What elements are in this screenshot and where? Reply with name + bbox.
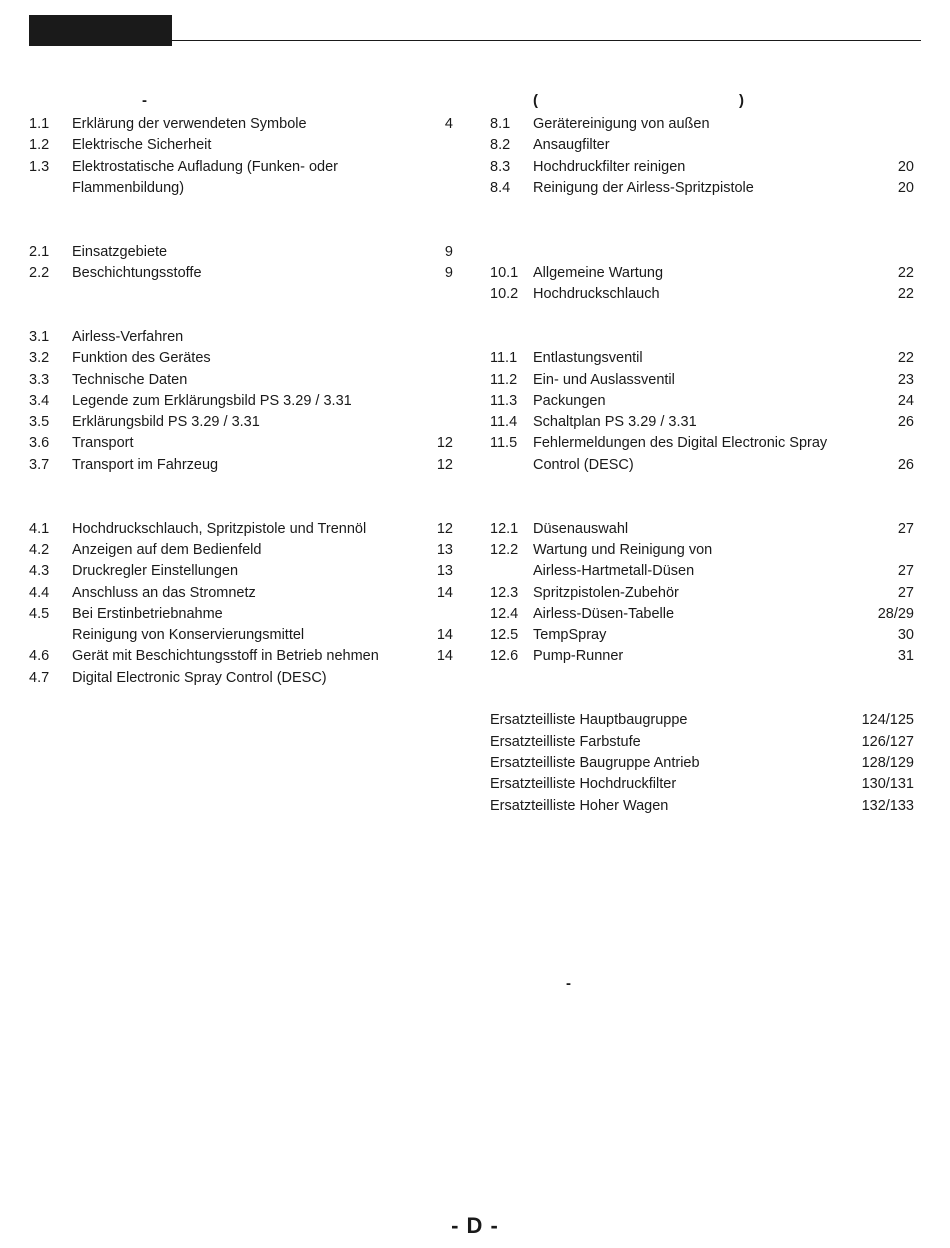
toc-entry-title: Einsatzgebiete xyxy=(72,243,168,260)
toc-entry-number: 12.4 xyxy=(490,605,519,622)
toc-entry[interactable] xyxy=(29,604,453,625)
toc-entry-page: 9 xyxy=(444,265,453,282)
toc-entry-page: 128/129 xyxy=(861,754,914,771)
toc-entry-title: Spritzpistolen-Zubehör xyxy=(533,584,679,601)
toc-entry-number: 3.7 xyxy=(29,456,50,473)
toc-entry-title: Ansaugfilter xyxy=(533,137,610,154)
toc-entry-number: 8.2 xyxy=(490,137,511,154)
toc-entry-number: 2.2 xyxy=(29,265,50,282)
toc-entry-page: 13 xyxy=(436,563,453,580)
toc-entry-title: Hochdruckschlauch xyxy=(533,286,660,303)
toc-entry-title: Control (DESC) xyxy=(533,456,634,473)
toc-entry[interactable] xyxy=(490,412,914,433)
toc-entry-number: 3.2 xyxy=(29,350,50,367)
toc-entry[interactable] xyxy=(490,519,914,540)
toc-entry-number: 11.1 xyxy=(490,350,518,367)
toc-entry-number: 1.3 xyxy=(29,158,50,175)
toc-entry[interactable] xyxy=(490,583,914,604)
toc-entry-number: 8.3 xyxy=(490,158,511,175)
toc-entry-title: Allgemeine Wartung xyxy=(533,265,664,282)
toc-entry-title: Ersatzteilliste Hochdruckfilter xyxy=(490,776,677,793)
toc-entry-title: Hochdruckfilter reinigen xyxy=(533,158,686,175)
header-black-tab xyxy=(29,15,172,46)
toc-entry[interactable] xyxy=(490,625,914,646)
toc-entry-title: Entlastungsventil xyxy=(533,350,643,367)
toc-entry-page: 22 xyxy=(897,286,914,303)
toc-entry-number: 12.5 xyxy=(490,627,519,644)
toc-entry-page: 9 xyxy=(444,243,453,260)
toc-entry-number: 4.7 xyxy=(29,669,50,686)
toc-entry-page: 26 xyxy=(897,456,914,473)
toc-entry-title: Funktion des Gerätes xyxy=(72,350,211,367)
toc-entry[interactable] xyxy=(29,583,453,604)
toc-entry-number: 12.6 xyxy=(490,648,519,665)
toc-entry-page: 12 xyxy=(436,435,453,452)
toc-gap xyxy=(29,284,453,327)
toc-entry-title: TempSpray xyxy=(533,627,607,644)
toc-entry-number: 10.2 xyxy=(490,286,519,303)
toc-entry-page: 26 xyxy=(897,414,914,431)
stray-mark: ( xyxy=(533,92,538,109)
toc-entry-title: Ein- und Auslassventil xyxy=(533,371,675,388)
toc-entry-title: Legende zum Erklärungsbild PS 3.29 / 3.31 xyxy=(72,392,352,409)
toc-entry-number: 8.4 xyxy=(490,179,511,196)
toc-entry[interactable] xyxy=(490,753,914,774)
toc-entry[interactable] xyxy=(29,370,453,391)
toc-entry-number: 4.4 xyxy=(29,584,50,601)
toc-entry-title: Pump-Runner xyxy=(533,648,624,665)
page-marker: - D - xyxy=(451,1213,499,1238)
toc-entry-page: 27 xyxy=(897,520,914,537)
toc-entry-number: 4.6 xyxy=(29,648,50,665)
toc-entry-title: Druckregler Einstellungen xyxy=(72,563,239,580)
toc-gap xyxy=(29,476,453,519)
toc-entry[interactable] xyxy=(29,519,453,540)
toc-entry[interactable] xyxy=(490,540,914,561)
toc-entry-page: 27 xyxy=(897,584,914,601)
toc-entry[interactable] xyxy=(29,668,453,689)
toc-entry-title: Flammenbildung) xyxy=(72,179,185,196)
stray-mark: - xyxy=(142,92,147,109)
toc-gap xyxy=(29,199,453,242)
toc-entry-page: 126/127 xyxy=(861,733,914,750)
toc-entry-title: Elektrostatische Aufladung (Funken- oder xyxy=(72,158,338,175)
toc-entry-page: 22 xyxy=(897,350,914,367)
toc-entry-page: 24 xyxy=(897,392,914,409)
toc-entry-number: 3.3 xyxy=(29,371,50,388)
toc-entry-title: Ersatzteilliste Baugruppe Antrieb xyxy=(490,754,700,771)
toc-entry[interactable] xyxy=(29,157,453,178)
toc-entry-page: 4 xyxy=(444,116,453,132)
toc-entry[interactable] xyxy=(29,263,453,284)
toc-entry-number: 4.2 xyxy=(29,541,50,558)
toc-entry[interactable] xyxy=(490,561,914,582)
toc-entry-number: 11.4 xyxy=(490,414,518,431)
toc-entry-page: 14 xyxy=(436,584,453,601)
toc-entry-title: Airless-Düsen-Tabelle xyxy=(533,605,675,622)
toc-entry[interactable] xyxy=(490,391,914,412)
toc-entry-page: 13 xyxy=(436,541,453,558)
toc-entry[interactable] xyxy=(490,710,914,731)
toc-entry-title: Airless-Verfahren xyxy=(72,328,184,345)
toc-right-column xyxy=(490,114,914,817)
toc-entry-page: 22 xyxy=(897,265,914,282)
toc-entry-page: 20 xyxy=(897,158,914,175)
toc-entry-page: 14 xyxy=(436,627,453,644)
toc-entry-page: 27 xyxy=(897,563,914,580)
toc-entry-title: Transport im Fahrzeug xyxy=(72,456,219,473)
toc-entry[interactable] xyxy=(29,561,453,582)
toc-entry-number: 8.1 xyxy=(490,116,511,132)
toc-entry[interactable] xyxy=(29,433,453,454)
toc-entry-title: Anschluss an das Stromnetz xyxy=(72,584,256,601)
toc-entry[interactable] xyxy=(490,370,914,391)
toc-entry-title: Gerätereinigung von außen xyxy=(533,116,710,132)
toc-entry-number: 1.2 xyxy=(29,137,50,154)
toc-entry[interactable] xyxy=(29,625,453,646)
toc-entry[interactable] xyxy=(29,327,453,348)
toc-entry-page: 14 xyxy=(436,648,453,665)
toc-entry-page: 132/133 xyxy=(861,797,914,814)
toc-entry-page: 12 xyxy=(436,520,453,537)
toc-entry-title: Erklärungsbild PS 3.29 / 3.31 xyxy=(72,414,260,431)
toc-entry[interactable] xyxy=(29,348,453,369)
toc-entry[interactable] xyxy=(29,178,453,199)
toc-entry-title: Airless-Hartmetall-Düsen xyxy=(533,563,695,580)
toc-entry-title: Reinigung der Airless-Spritzpistole xyxy=(533,179,754,196)
toc-entry-title: Erklärung der verwendeten Symbole xyxy=(72,116,307,132)
toc-entry[interactable] xyxy=(490,774,914,795)
toc-entry-page: 30 xyxy=(897,627,914,644)
toc-entry-number: 3.5 xyxy=(29,414,50,431)
header-rule xyxy=(172,40,921,41)
toc-entry[interactable] xyxy=(490,135,914,156)
toc-entry-page: 130/131 xyxy=(861,776,914,793)
toc-entry[interactable] xyxy=(29,391,453,412)
toc-entry[interactable] xyxy=(490,284,914,305)
toc-entry-title: Anzeigen auf dem Bedienfeld xyxy=(72,541,262,558)
toc-entry[interactable] xyxy=(490,157,914,178)
toc-entry[interactable] xyxy=(29,412,453,433)
stray-mark: - xyxy=(566,975,571,992)
toc-entry[interactable] xyxy=(490,433,914,454)
toc-entry-title: Ersatzteilliste Farbstufe xyxy=(490,733,641,750)
toc-entry-title: Digital Electronic Spray Control (DESC) xyxy=(72,669,327,686)
toc-entry-number: 12.3 xyxy=(490,584,519,601)
toc-entry-number: 10.1 xyxy=(490,265,519,282)
toc-entry-title: Technische Daten xyxy=(72,371,188,388)
toc-entry-number: 2.1 xyxy=(29,243,50,260)
toc-entry-number: 11.3 xyxy=(490,392,518,409)
toc-entry-number: 4.5 xyxy=(29,605,50,622)
toc-entry[interactable] xyxy=(29,242,453,263)
toc-entry[interactable] xyxy=(490,348,914,369)
toc-entry-title: Reinigung von Konservierungsmittel xyxy=(72,627,305,644)
toc-entry-title: Bei Erstinbetriebnahme xyxy=(72,605,223,622)
toc-entry-number: 11.2 xyxy=(490,371,518,388)
toc-entry-page: 28/29 xyxy=(877,605,914,622)
toc-entry-title: Ersatzteilliste Hauptbaugruppe xyxy=(490,712,688,729)
toc-entry-title: Ersatzteilliste Hoher Wagen xyxy=(490,797,669,814)
toc-entry-page: 20 xyxy=(897,179,914,196)
toc-entry-number: 4.3 xyxy=(29,563,50,580)
toc-entry[interactable] xyxy=(29,135,453,156)
toc-entry-number: 3.4 xyxy=(29,392,50,409)
toc-entry[interactable] xyxy=(490,796,914,817)
toc-entry-number: 3.1 xyxy=(29,328,50,345)
toc-entry[interactable] xyxy=(29,455,453,476)
toc-gap xyxy=(490,306,914,349)
toc-entry[interactable] xyxy=(490,646,914,667)
toc-entry-page: 31 xyxy=(897,648,914,665)
toc-entry-page: 23 xyxy=(897,371,914,388)
toc-gap xyxy=(490,242,914,263)
toc-gap xyxy=(490,668,914,711)
toc-entry[interactable] xyxy=(29,114,453,135)
toc-entry-number: 3.6 xyxy=(29,435,50,452)
toc-entry-title: Beschichtungsstoffe xyxy=(72,265,202,282)
toc-entry-number: 4.1 xyxy=(29,520,50,537)
toc-entry[interactable] xyxy=(490,455,914,476)
toc-entry-title: Transport xyxy=(72,435,134,452)
toc-entry-title: Wartung und Reinigung von xyxy=(533,541,713,558)
toc-gap xyxy=(490,476,914,519)
stray-mark: ) xyxy=(739,92,744,109)
toc-entry[interactable] xyxy=(29,646,453,667)
toc-entry-title: Packungen xyxy=(533,392,606,409)
toc-entry-title: Schaltplan PS 3.29 / 3.31 xyxy=(533,414,697,431)
toc-entry[interactable] xyxy=(490,114,914,135)
toc-entry-number: 12.2 xyxy=(490,541,519,558)
toc-entry-number: 12.1 xyxy=(490,520,519,537)
toc-entry[interactable] xyxy=(490,604,914,625)
toc-entry-title: Hochdruckschlauch, Spritzpistole und Trennöl xyxy=(72,520,367,537)
toc-entry-title: Gerät mit Beschichtungsstoff in Betrieb nehmen xyxy=(72,648,379,665)
toc-entry[interactable] xyxy=(490,732,914,753)
toc-left-column xyxy=(29,114,453,689)
toc-entry-number: 1.1 xyxy=(29,116,50,132)
toc-entry-page: 124/125 xyxy=(861,712,914,729)
toc-entry[interactable] xyxy=(29,540,453,561)
toc-entry-number: 11.5 xyxy=(490,435,518,452)
toc-entry-title: Düsenauswahl xyxy=(533,520,629,537)
toc-entry-title: Elektrische Sicherheit xyxy=(72,137,212,154)
toc-entry[interactable] xyxy=(490,178,914,199)
toc-entry[interactable] xyxy=(490,263,914,284)
toc-gap xyxy=(490,199,914,242)
toc-entry-page: 12 xyxy=(436,456,453,473)
toc-entry-title: Fehlermeldungen des Digital Electronic Spray xyxy=(533,435,828,452)
